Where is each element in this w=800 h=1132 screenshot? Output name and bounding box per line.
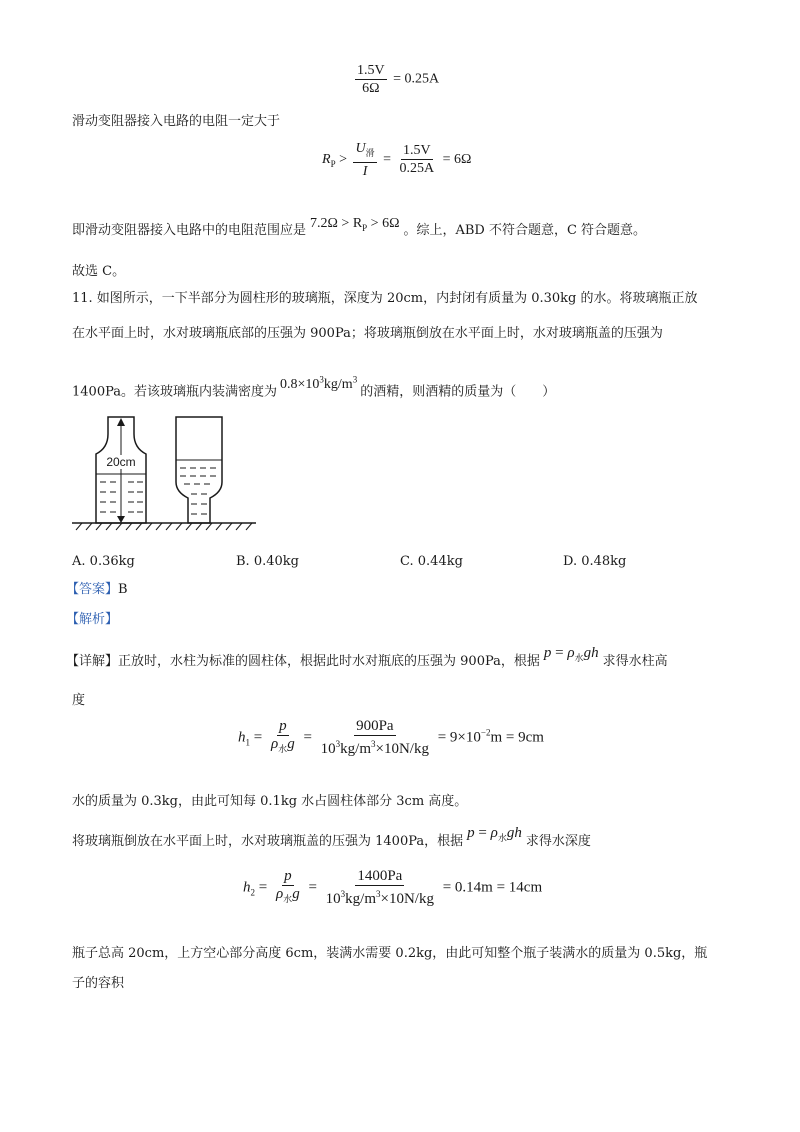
eq2-r-sub: P xyxy=(330,158,336,169)
q11-density: 0.8×10 xyxy=(280,376,320,392)
q11-density-unit: kg/m xyxy=(323,376,353,392)
eq2-i: I xyxy=(362,163,368,179)
option-a[interactable] xyxy=(72,553,135,571)
eq3-h: h xyxy=(238,729,246,746)
text-choice: 故选 C。 xyxy=(72,264,126,279)
range-sub: P xyxy=(362,222,368,233)
option-d-text: 0.48kg xyxy=(581,554,627,569)
height-label: 20cm xyxy=(106,455,136,469)
answer-tag: 【答案】 xyxy=(66,582,119,597)
invert-before: 将玻璃瓶倒放在水平面上时，水对玻璃瓶盖的压强为 1400Pa，根据 xyxy=(72,834,464,849)
eq1-result: = 0.25A xyxy=(393,71,440,87)
q11-line3-after: 的酒精，则酒精的质量为（ ） xyxy=(360,384,556,400)
answer-value: B xyxy=(118,582,128,597)
eq4-h: h xyxy=(243,879,251,896)
detail-line2: 度 xyxy=(72,693,86,708)
detail-after: 求得水柱高 xyxy=(602,654,668,669)
eq3-rhs-a: = 9×10 xyxy=(437,729,481,746)
text-range xyxy=(72,216,647,244)
text-invert xyxy=(72,825,591,855)
eq4-num: p xyxy=(284,868,292,884)
equation-h2: $h_2$ = $\frac{p}{\rho_水g}$ = $\frac{1400Pa}{10^3kg/m^3\times 10N/kg}$ = 0.14m = 14cm xyxy=(243,868,543,907)
eq3-num: p xyxy=(279,718,287,734)
eq4-den2-a: 10 xyxy=(325,891,341,907)
option-d-letter: D. xyxy=(563,554,578,569)
answer-line xyxy=(66,581,128,599)
equation-h1: $h_1$ = $\frac{p}{\rho_水g}$ = $\frac{900Pa}{10^3kg/m^3\times 10N/kg}$ = $9\times 10^{-2}m = 9cm$ xyxy=(238,718,544,757)
eq3-h-sub: 1 xyxy=(245,737,250,748)
formula-sub: 水 xyxy=(574,653,584,663)
eq4-den2-b: kg/m xyxy=(345,891,376,907)
q11-density-exp: 3 xyxy=(319,374,324,384)
eq4-rho: ρ xyxy=(275,886,284,902)
detail-text: 正放时，水柱为标准的圆柱体，根据此时水对瓶底的压强为 900Pa，根据 xyxy=(118,654,540,669)
q11-density-unit-exp: 3 xyxy=(352,374,358,384)
text-final2: 子的容积 xyxy=(72,976,125,991)
eq3-den2-sup: 3 xyxy=(335,739,341,749)
q11-line1: 11. 如图所示，一下半部分为圆柱形的玻璃瓶，深度为 20cm，内封闭有质量为 0.30kg 的水。将玻璃瓶正放 xyxy=(72,291,698,306)
eq4-g: g xyxy=(292,886,300,902)
invert-formula-gh: gh xyxy=(506,825,522,841)
analysis-tag: 【解析】 xyxy=(66,612,119,627)
eq4-den2-sup2: 3 xyxy=(376,889,381,899)
option-b-text: 0.40kg xyxy=(253,554,299,569)
eq2-r: R xyxy=(322,152,331,168)
eq2-eq: = xyxy=(383,152,392,168)
formula-p: p xyxy=(543,645,552,661)
eq1-denominator: 6Ω xyxy=(362,81,380,96)
option-b[interactable] xyxy=(236,553,299,571)
option-a-text: 0.36kg xyxy=(89,554,135,569)
text-mass: 水的质量为 0.3kg，由此可知每 0.1kg 水占圆柱体部分 3cm 高度。 xyxy=(72,794,468,809)
eq3-rhs-sup: −2 xyxy=(480,727,491,738)
height-arrow-head-top xyxy=(117,418,125,426)
eq2-num2: 1.5V xyxy=(403,143,431,159)
range-before: 即滑动变阻器接入电路中的电阻范围应是 xyxy=(72,223,307,238)
inverted-bottle xyxy=(176,417,222,523)
range-tail: > 6Ω xyxy=(367,216,400,231)
option-c[interactable] xyxy=(400,553,463,571)
eq4-rho-sub: 水 xyxy=(283,894,293,904)
eq3-den2-sup2: 3 xyxy=(371,739,376,749)
eq2-den2: 0.25A xyxy=(399,161,435,177)
eq3-rho-sub: 水 xyxy=(278,744,288,754)
invert-formula-p: p xyxy=(467,825,475,841)
option-c-letter: C. xyxy=(400,554,414,569)
ground-hatch xyxy=(76,523,252,530)
detail-tag: 【详解】 xyxy=(66,654,119,669)
eq2-u: U xyxy=(355,141,366,156)
eq3-den2-b: kg/m xyxy=(340,741,371,757)
text-intro: 滑动变阻器接入电路的电阻一定大于 xyxy=(72,114,281,129)
height-arrow-head-bottom xyxy=(117,516,125,523)
q11-line3-before: 1400Pa。若该玻璃瓶内装满密度为 xyxy=(72,384,277,400)
q11-line3 xyxy=(72,374,556,402)
eq3-g: g xyxy=(287,736,295,752)
eq4-num2: 1400Pa xyxy=(357,868,403,884)
eq4-den2-c: ×10N/kg xyxy=(380,891,434,907)
equation-current xyxy=(352,62,439,97)
option-d[interactable] xyxy=(563,553,626,571)
range-math: 7.2Ω > R xyxy=(310,216,363,231)
formula-rho: ρ xyxy=(567,645,575,661)
eq3-rhs-b: m = 9cm xyxy=(490,729,544,746)
eq3-den2-c: ×10N/kg xyxy=(375,741,429,757)
eq2-result: = 6Ω xyxy=(442,152,472,168)
eq1-numerator: 1.5V xyxy=(357,63,385,78)
equation-resistance xyxy=(322,140,471,180)
eq4-result: = 0.14m = 14cm xyxy=(442,879,543,896)
invert-formula-eq: = xyxy=(478,825,487,841)
eq2-op: > xyxy=(339,152,347,168)
eq3-rho: ρ xyxy=(270,736,279,752)
option-c-text: 0.44kg xyxy=(417,554,463,569)
range-after: 。综上，ABD 不符合题意，C 符合题意。 xyxy=(403,223,647,238)
invert-after: 求得水深度 xyxy=(525,834,591,849)
formula-eq: = xyxy=(555,645,564,661)
eq4-den2-sup: 3 xyxy=(340,889,346,899)
eq4-h-sub: 2 xyxy=(250,887,255,898)
detail-line1 xyxy=(66,645,668,675)
option-b-letter: B. xyxy=(236,554,250,569)
invert-formula-sub: 水 xyxy=(497,833,507,843)
option-a-letter: A. xyxy=(72,554,86,569)
text-final1: 瓶子总高 20cm，上方空心部分高度 6cm，装满水需要 0.2kg，由此可知整个瓶子装满水的质量为 0.5kg，瓶 xyxy=(72,946,708,961)
q11-line2: 在水平面上时，水对玻璃瓶底部的压强为 900Pa；将玻璃瓶倒放在水平面上时，水对玻璃瓶盖的压强为 xyxy=(72,326,663,341)
bottle-figure xyxy=(70,410,260,535)
eq3-num2: 900Pa xyxy=(356,718,394,734)
formula-gh: gh xyxy=(583,645,599,661)
invert-formula-rho: ρ xyxy=(490,825,498,841)
eq3-den2-a: 10 xyxy=(320,741,336,757)
eq2-u-sub: 滑 xyxy=(365,147,375,158)
